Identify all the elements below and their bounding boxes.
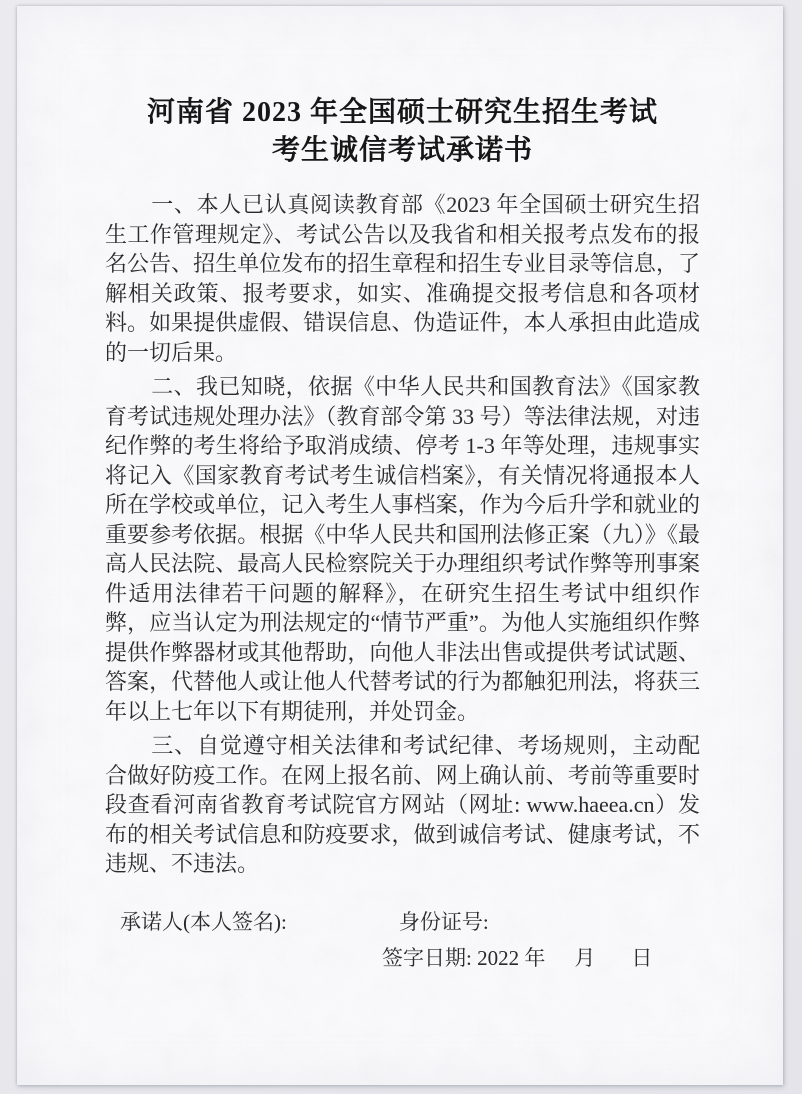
paper-sheet — [17, 6, 783, 1085]
id-number-label: 身份证号: — [398, 909, 489, 934]
month-label: 月 — [574, 945, 596, 970]
paragraph-clause-1: 一、本人已认真阅读教育部《2023 年全国硕士研究生招生工作管理规定》、考试公告以及我省和相关报考点发布的报名公告、招生单位发布的招生章程和招生专业目录等信息，了解相关政策、报考要求，如实、准确提交报考信息和各项材料。如果提供虚假、错误信息、伪造证件，本人承担由此造成的一切后果。 — [105, 192, 700, 365]
signer-name-label: 承诺人(本人签名): — [120, 909, 287, 934]
document-title-line2: 考生诚信考试承诺书 — [271, 135, 533, 166]
document-title-line1: 河南省 2023 年全国硕士研究生招生考试 — [146, 97, 658, 128]
signature-date-row — [105, 943, 700, 973]
paragraph-clause-3: 三、自觉遵守相关法律和考试纪律、考场规则，主动配合做好防疫工作。在网上报名前、网上确认前、考前等重要时段查看河南省教育考试院官方网站（网址: www.haeea.cn）发布的相关考试信息和防疫要求，做到诚信考试、健康考试，不违规、不违法。 — [105, 733, 700, 876]
signature-row — [105, 907, 700, 937]
paragraph-clause-2: 二、我已知晓，依据《中华人民共和国教育法》《国家教育考试违规处理办法》（教育部令第 33 号）等法律法规，对违纪作弊的考生将给予取消成绩、停考 1-3 年等处理，违规事实将记入《国家教育考试考生诚信档案》，有关情况将通报本人所在学校或单位，记入考生人事档案，作为今后升学和就业的重要参考依据。根据《中华人民共和国刑法修正案（九）》《最高人民法院、最高人民检察院关于办理组织考试作弊等刑事案件适用法律若干问题的解释》，在研究生招生考试中组织作弊，应当认定为刑法规定的“情节严重”。为他人实施组织作弊提供作弊器材或其他帮助，向他人非法出售或提供考试试题、答案，代替他人或让他人代替考试的行为都触犯刑法，将获三年以上七年以下有期徒刑，并处罚金。 — [105, 374, 701, 724]
document-title — [105, 6, 700, 170]
document-body — [105, 190, 700, 879]
sign-date-label: 签字日期: 2022 年 — [382, 945, 546, 970]
day-label: 日 — [631, 945, 653, 970]
document-content — [17, 6, 783, 1085]
